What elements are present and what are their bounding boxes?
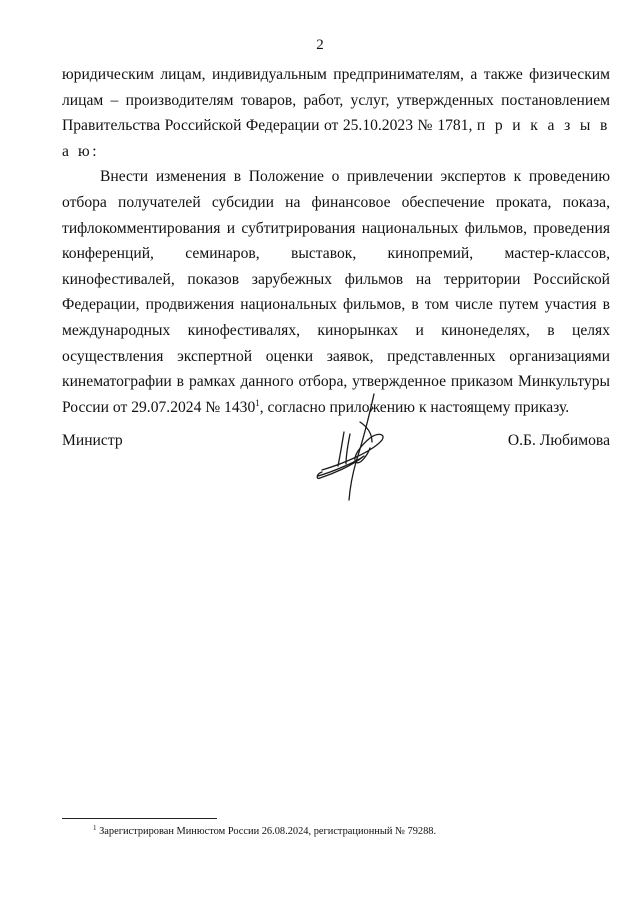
footnote-text: Зарегистрирован Минюстом России 26.08.2024, регистрационный № 79288. [96, 826, 437, 837]
signature-block [62, 432, 610, 512]
main-tail: , согласно приложению к настоящему приказу. [259, 398, 570, 416]
handwritten-signature [312, 392, 402, 502]
page-number: 2 [316, 37, 324, 53]
document-body [62, 62, 610, 420]
lead-paragraph [62, 62, 610, 164]
signatory-title: Министр [62, 432, 123, 449]
main-text: Внести изменения в Положение о привлечении экспертов к проведению отбора получателей субсидии на финансовое обеспечение проката, показа, тифлокомментирования и субтитрирования национальных фильмов, проведения конференций, семинаров, выставок, кинопремий, мастер-классов, кинофестивалей, показов зарубежных фильмов на территории Российской Федерации, продвижения национальных фильмов, в том числе путем участия в международных кинофестивалях, кинорынках и кинонеделях, в целях осуществления экспертной оценки заявок, представленных организациями кинематографии в рамках данного отбора, утвержденное приказом Минкультуры России от 29.07.2024 № 1430 [62, 168, 610, 416]
footnote-marker: 1 [93, 824, 97, 832]
footnote-divider [62, 818, 217, 819]
signatory-name: О.Б. Любимова [507, 432, 610, 449]
lead-text: юридическим лицам, индивидуальным предпринимателям, а также физическим лицам – производителям товаров, работ, услуг, утвержденных постановлением Правительства Российской Федерации от 25.10.2023 № 1781, [62, 66, 610, 135]
footnote-reference: 1 [255, 397, 260, 408]
footnote [93, 826, 436, 837]
order-word: п р и к а з ы в а ю: [62, 117, 610, 160]
main-paragraph [62, 164, 610, 420]
